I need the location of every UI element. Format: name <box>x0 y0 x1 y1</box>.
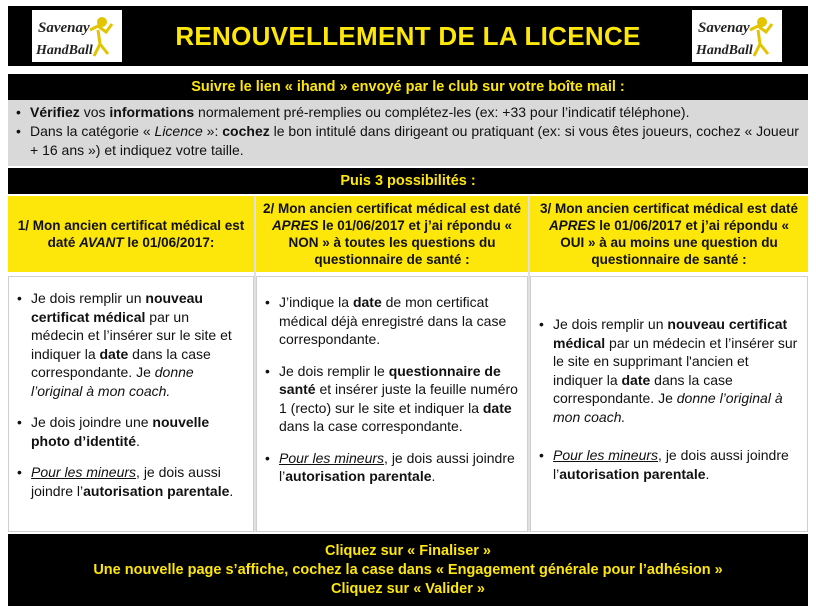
intro-item-verify: • Vérifiez vos informations normalement pré-remplies ou complétez-les (ex: +33 pour l’indicatif téléphone). <box>16 103 800 122</box>
option-1-heading: 1/ Mon ancien certificat médical est daté AVANT le 01/06/2017: <box>8 196 254 272</box>
possibilities-header: Puis 3 possibilités : <box>8 168 808 194</box>
options-columns <box>8 196 808 532</box>
final-step-valider: Cliquez sur « Valider » <box>331 581 485 597</box>
option-3-bullet-certificate: • Je dois remplir un nouveau certificat médical par un médecin et l’insérer sur le site en supprimant l'ancien et indiquer la date dans la case correspondante. Je donne l’original à mon coach. <box>539 315 799 426</box>
option-3-bullet-minors: • Pour les mineurs, je dois aussi joindre l’autorisation parentale. <box>539 446 799 483</box>
option-1-bullet-photo: • Je dois joindre une nouvelle photo d’identité. <box>17 413 245 450</box>
intro-item-category: • Dans la catégorie « Licence »: cochez le bon intitulé dans dirigeant ou pratiquant (ex: si vous êtes joueurs, cochez « Joueur + 16 ans ») et indiquez votre taille. <box>16 122 800 160</box>
header-bar <box>8 6 808 66</box>
option-1 <box>8 196 254 532</box>
final-steps <box>8 534 808 606</box>
intro-list <box>8 100 808 166</box>
svg-text:Savenay: Savenay <box>38 20 90 36</box>
final-step-finaliser: Cliquez sur « Finaliser » <box>325 543 491 559</box>
page-title: RENOUVELLEMENT DE LA LICENCE <box>175 21 641 51</box>
option-1-bullet-certificate: • Je dois remplir un nouveau certificat médical par un médecin et l’insérer sur le site et indiquer la date dans la case correspondante. Je donne l’original à mon coach. <box>17 289 245 400</box>
option-1-body <box>8 276 254 532</box>
option-1-bullet-minors: • Pour les mineurs, je dois aussi joindre l’autorisation parentale. <box>17 463 245 500</box>
option-2-bullet-questionnaire: • Je dois remplir le questionnaire de santé et insérer juste la feuille numéro 1 (recto) sur le site et indiquer la date dans la case correspondante. <box>265 362 519 436</box>
final-step-engagement: Une nouvelle page s’affiche, cochez la case dans « Engagement générale pour l’adhésion » <box>93 562 723 578</box>
svg-text:HandBall: HandBall <box>36 43 93 58</box>
club-logo-left <box>32 10 122 62</box>
option-2-bullet-minors: • Pour les mineurs, je dois aussi joindre l’autorisation parentale. <box>265 449 519 486</box>
option-2-heading: 2/ Mon ancien certificat médical est daté APRES le 01/06/2017 et j’ai répondu « NON » à toutes les questions du questionnaire de santé : <box>256 196 528 272</box>
option-2-bullet-date: • J’indique la date de mon certificat médical déjà enregistré dans la case correspondante. <box>265 293 519 349</box>
step1-header: Suivre le lien « ihand » envoyé par le club sur votre boîte mail : <box>8 74 808 100</box>
option-3-body <box>530 276 808 532</box>
club-logo-right <box>692 10 782 62</box>
svg-text:HandBall: HandBall <box>696 43 753 58</box>
option-3 <box>530 196 808 532</box>
option-3-heading: 3/ Mon ancien certificat médical est daté APRES le 01/06/2017 et j’ai répondu « OUI » à au moins une question du questionnaire de santé : <box>530 196 808 272</box>
svg-text:Savenay: Savenay <box>698 20 750 36</box>
option-2-body <box>256 276 528 532</box>
option-2 <box>256 196 528 532</box>
